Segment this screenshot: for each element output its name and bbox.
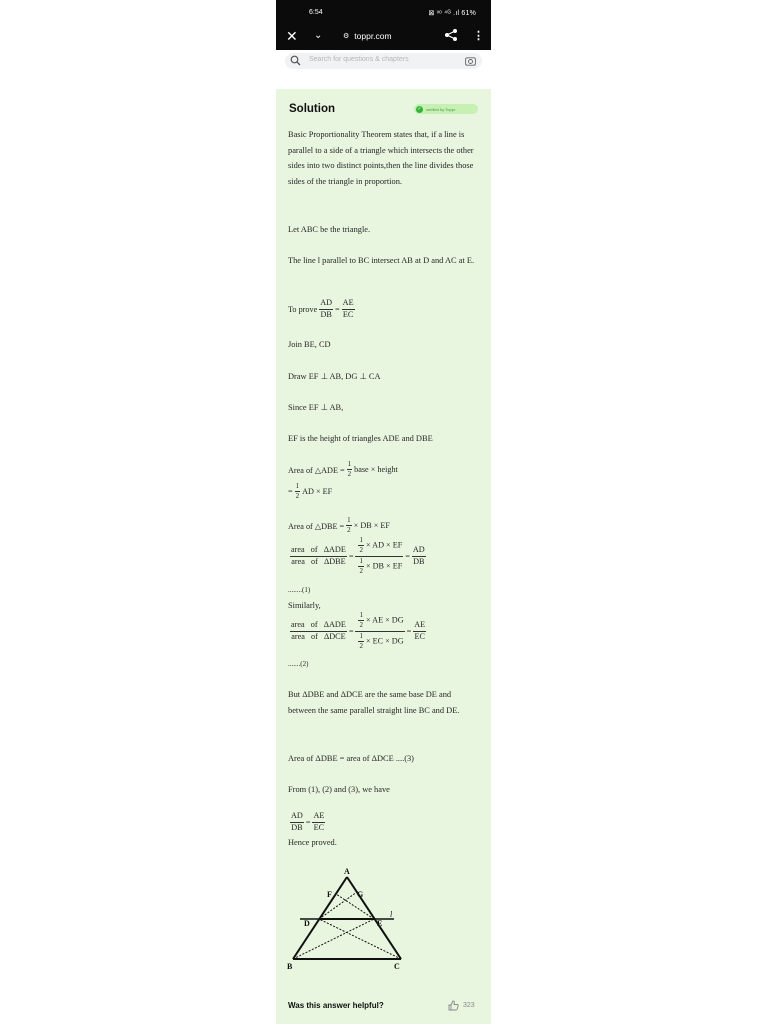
to-prove-rhs-den: EC [342, 309, 354, 319]
ratio1-lhs-num: area of ΔADE [290, 546, 347, 557]
label-a: A [344, 867, 350, 876]
area-ade-2-tail: AD × EF [302, 487, 333, 497]
url-text: toppr.com [354, 31, 392, 41]
final-equation [288, 812, 327, 832]
search-placeholder: Search for questions & chapters [309, 56, 409, 63]
thumbs-up-icon [448, 1000, 459, 1011]
similarly-text: Similarly, [288, 601, 321, 610]
ratio2-mid-den-tail: × EC × DG [365, 636, 404, 646]
label-d: D [304, 919, 310, 928]
ratio2-rhs-den: EC [414, 631, 425, 641]
label-l: l [390, 910, 393, 919]
ratio1-mid-den [355, 557, 403, 576]
final-rhs-den: EC [313, 822, 325, 832]
to-prove-eq: = [335, 304, 340, 314]
ratio1-eq: = [348, 551, 354, 561]
ratio1-mid-num-half-num: 1 [358, 537, 364, 546]
ref1-text: ........(1) [288, 586, 311, 594]
area-ade-lead: Area of △ADE = [288, 465, 345, 475]
ratio1-lhs-den: area of ΔDBE [291, 556, 346, 566]
ratio2-lhs-den: area of ΔDCE [291, 631, 346, 641]
ratio1-rhs-num: AD [412, 546, 426, 557]
ratio1-mid-num [355, 537, 403, 557]
label-c: C [394, 962, 400, 971]
area-ade-2-half-num: 1 [295, 483, 301, 492]
solution-heading: Solution [289, 103, 335, 115]
area-dbe-equation [288, 517, 390, 535]
share-icon[interactable] [444, 28, 458, 42]
area-ade-half-den: 2 [347, 470, 352, 479]
triangle-figure [284, 864, 402, 974]
intro-text: Basic Proportionality Theorem states that, if a line is parallel to a side of a triangle which intersects the other sides into two distinct points,then the line divides those sides of the triangle in proportion. [288, 130, 474, 186]
search-icon [290, 55, 301, 66]
final-lhs-num: AD [290, 812, 304, 823]
chevron-down-icon[interactable]: ⌄ [314, 30, 323, 41]
solution-card [276, 89, 491, 1024]
area-ade-2-half-den: 2 [295, 492, 300, 501]
ratio1-mid-den-half-den: 2 [359, 567, 363, 576]
join-text: Join BE, CD [288, 340, 331, 349]
let-text: Let ABC be the triangle. [288, 225, 371, 234]
since-text: Since EF ⊥ AB, [288, 403, 344, 412]
area-ade-2-lead: = [288, 487, 293, 497]
ratio2-mid-num-half-den: 2 [359, 621, 363, 630]
final-rhs-num: AE [312, 812, 325, 823]
area-ade-equation [288, 461, 398, 479]
ratio2-mid-den [355, 632, 404, 651]
camera-icon[interactable] [465, 56, 476, 66]
close-icon[interactable]: ✕ [286, 28, 298, 44]
area-dbe-half-den: 2 [347, 526, 351, 535]
ratio2-mid-num-tail: × AE × DG [365, 615, 404, 625]
to-prove-equation [288, 299, 357, 319]
to-prove-rhs-num: AE [342, 299, 355, 310]
area-dbe-half-num: 1 [346, 517, 352, 526]
ratio1-mid-num-tail: × AD × EF [365, 540, 403, 550]
ratio2-rhs-num: AE [413, 621, 426, 632]
status-bar [276, 0, 491, 24]
to-prove-lhs-den: DB [320, 309, 332, 319]
url-bar[interactable] [343, 31, 392, 41]
ratio1-rhs-den: DB [413, 556, 425, 566]
phone-screen [276, 0, 491, 1024]
from-text: From (1), (2) and (3), we have [288, 785, 390, 794]
status-indicators: ⊠ ᵛᵒ ⁴ᴳ .ıl 61% [428, 10, 476, 17]
ratio1-mid-num-half-den: 2 [359, 546, 363, 555]
ratio2-eq: = [348, 626, 354, 636]
draw-text: Draw EF ⊥ AB, DG ⊥ CA [288, 372, 381, 381]
area-ade-half-num: 1 [347, 461, 353, 470]
ratio2-mid-num-half-num: 1 [358, 612, 364, 621]
search-bar[interactable] [285, 53, 482, 69]
area-dbe-lead: Area of △DBE = [288, 521, 345, 531]
helpful-question: Was this answer helpful? [288, 1001, 384, 1010]
check-icon: ✓ [417, 105, 422, 112]
ratio2-mid-num [355, 612, 404, 632]
ratio1-equation [288, 537, 428, 575]
label-f: F [327, 890, 332, 899]
status-time: 6:54 [309, 9, 323, 16]
but-text: But ΔDBE and ΔDCE are the same base DE and between the same parallel straight line BC and DE. [288, 690, 460, 715]
like-button[interactable] [448, 1000, 475, 1011]
label-e: E [377, 919, 383, 928]
browser-toolbar [276, 24, 491, 50]
ratio2-equation [288, 612, 428, 650]
ratio1-eq2: = [405, 551, 410, 561]
line-l-text: The line l parallel to BC intersect AB at D and AC at E. [288, 256, 475, 265]
label-g: G [357, 890, 364, 899]
final-eq: = [305, 817, 311, 827]
ratio2-lhs-num: area of ΔADE [290, 621, 347, 632]
ratio2-mid-den-half-num: 1 [358, 633, 364, 642]
label-b: B [287, 962, 293, 971]
like-count: 323 [463, 1002, 475, 1009]
verified-badge [414, 104, 478, 114]
ratio1-mid-den-tail: × DB × EF [365, 561, 403, 571]
to-prove-lhs-num: AD [319, 299, 333, 310]
area-ade-tail: base × height [354, 465, 398, 475]
to-prove-label: To prove [288, 304, 318, 314]
ratio2-mid-den-half-den: 2 [359, 642, 363, 651]
hence-text: Hence proved. [288, 838, 337, 847]
ratio2-eq2: = [406, 626, 412, 636]
more-vert-icon[interactable]: ⋮ [473, 30, 484, 42]
height-text: EF is the height of triangles ADE and DBE [288, 434, 433, 443]
tune-icon[interactable]: ⚙ [343, 33, 350, 40]
area-equal-text: Area of ΔDBE = area of ΔDCE ....(3) [288, 754, 414, 763]
ref2-text: .......(2) [288, 660, 309, 668]
verified-label: verified by Toppr [426, 106, 456, 112]
area-dbe-tail: × DB × EF [353, 521, 390, 531]
final-lhs-den: DB [291, 822, 303, 832]
ratio1-mid-den-half-num: 1 [358, 558, 364, 567]
area-ade-2-equation [288, 483, 332, 501]
